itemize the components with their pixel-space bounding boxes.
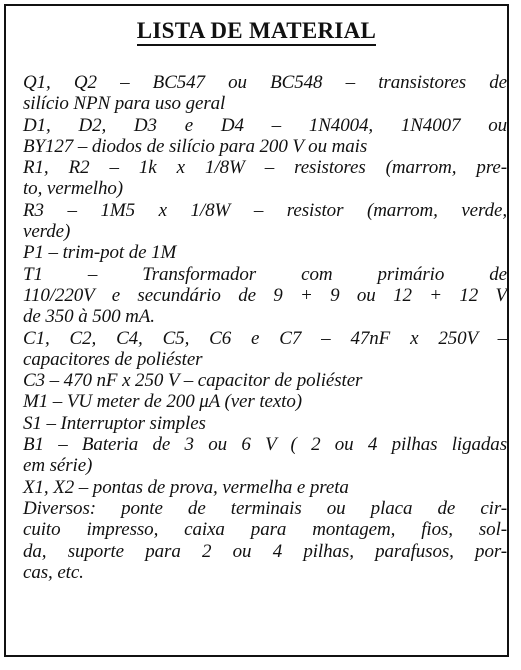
list-item-b1 (23, 434, 507, 477)
list-item-line: cuito impresso, caixa para montagem, fios, sol- (23, 519, 507, 541)
list-item-line: S1 – Interruptor simples (23, 412, 206, 434)
list-item-c3 (23, 370, 507, 391)
list-item-line: to, vermelho) (23, 178, 123, 200)
list-item-line: em série) (23, 455, 93, 477)
list-item-diversos (23, 498, 507, 583)
list-item-capacitors (23, 328, 507, 371)
list-item-r3 (23, 200, 507, 243)
list-item-x1-x2 (23, 477, 507, 498)
list-title (6, 18, 507, 44)
list-item-line: Diversos: ponte de terminais ou placa de cir- (23, 497, 507, 519)
list-item-line: 110/220V e secundário de 9 + 9 ou 12 + 12 V (23, 284, 507, 306)
list-item-line: R1, R2 – 1k x 1/8W – resistores (marrom, pre- (23, 157, 507, 179)
list-item-m1 (23, 391, 507, 412)
list-item-t1 (23, 264, 507, 328)
list-item-line: C1, C2, C4, C5, C6 e C7 – 47nF x 250V – (23, 327, 507, 349)
list-item-line: R3 – 1M5 x 1/8W – resistor (marrom, verde, (23, 199, 507, 221)
list-item-line: BY127 – diodos de silício para 200 V ou mais (23, 135, 368, 157)
list-item-r1-r2 (23, 157, 507, 200)
list-item-line: da, suporte para 2 ou 4 pilhas, parafusos, por- (23, 540, 507, 562)
list-item-line: B1 – Bateria de 3 ou 6 V ( 2 ou 4 pilhas ligadas (23, 434, 507, 456)
list-item-p1 (23, 242, 507, 263)
list-item-line: X1, X2 – pontas de prova, vermelha e preta (23, 476, 349, 498)
list-item-line: cas, etc. (23, 561, 84, 583)
list-item-line: M1 – VU meter de 200 μA (ver texto) (23, 391, 302, 413)
list-item-line: Q1, Q2 – BC547 ou BC548 – transistores de (23, 72, 507, 93)
list-title-text: LISTA DE MATERIAL (137, 18, 376, 46)
list-item-d1-d4 (23, 115, 507, 158)
list-item-s1 (23, 413, 507, 434)
list-item-q1-q2 (23, 72, 507, 115)
list-item-line: D1, D2, D3 e D4 – 1N4004, 1N4007 ou (23, 114, 507, 136)
list-item-line: de 350 à 500 mA. (23, 306, 155, 328)
list-item-line: verde) (23, 221, 71, 243)
list-item-line: C3 – 470 nF x 250 V – capacitor de poliéster (23, 370, 363, 392)
material-list (23, 72, 507, 583)
list-item-line: silício NPN para uso geral (23, 93, 226, 115)
list-item-line: capacitores de poliéster (23, 348, 203, 370)
list-item-line: T1 – Transformador com primário de (23, 263, 507, 285)
material-list-box (4, 4, 509, 657)
list-item-line: P1 – trim-pot de 1M (23, 242, 177, 264)
